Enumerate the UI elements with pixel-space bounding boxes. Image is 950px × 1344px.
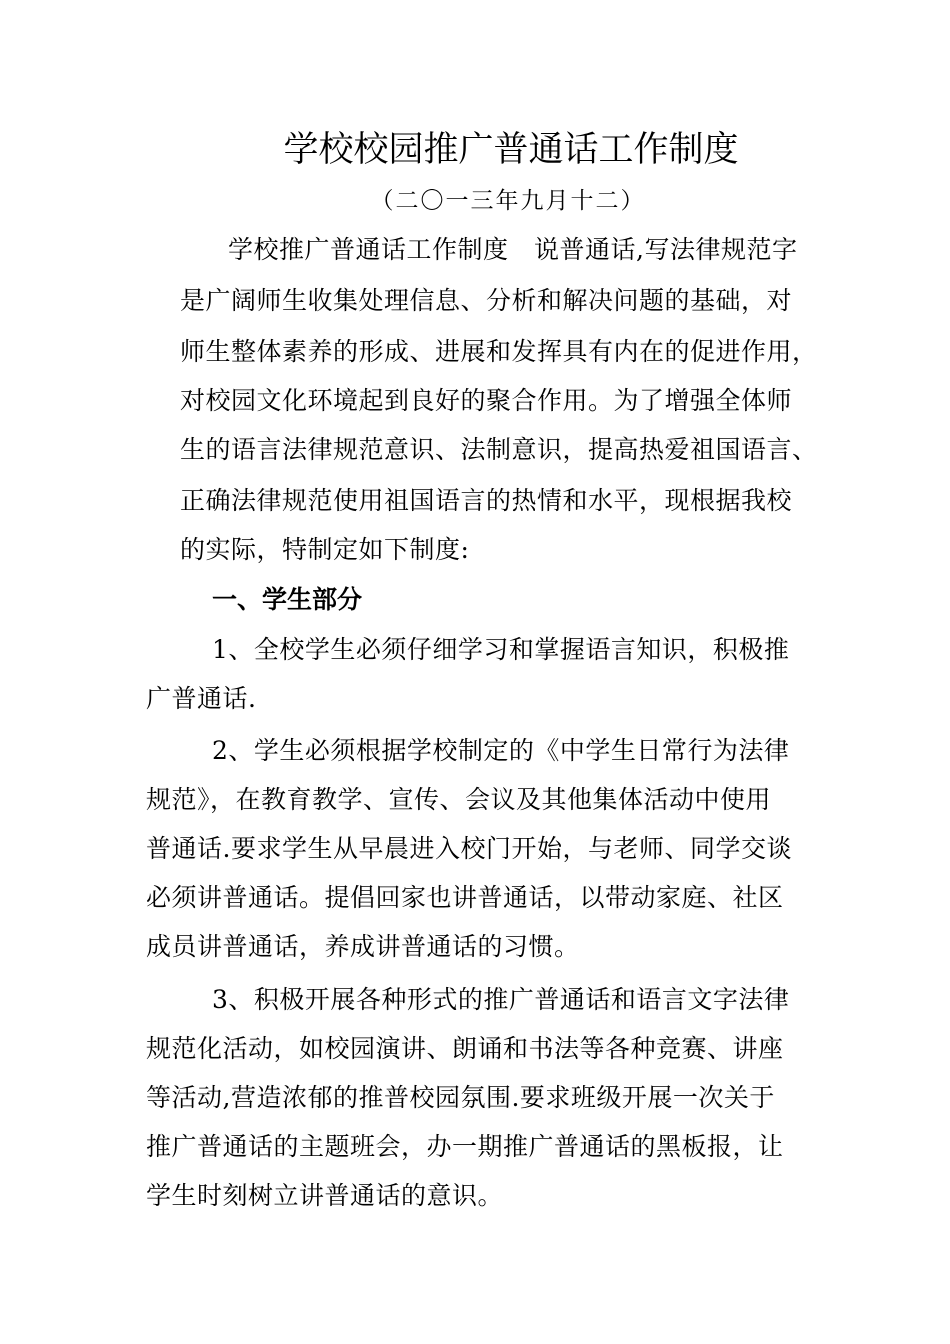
intro-line: 的实际，特制定如下制度:	[180, 535, 470, 564]
item-line: 1、全校学生必须仔细学习和掌握语言知识，积极推	[212, 635, 790, 664]
item-line: 成员讲普通话，养成讲普通话的习惯。	[146, 932, 580, 961]
document-date: （二〇一三年九月十二）	[370, 188, 646, 214]
item-line: 广普通话.	[146, 684, 257, 713]
item-line: 必须讲普通话。提倡回家也讲普通话，以带动家庭、社区	[146, 883, 784, 912]
intro-line: 对校园文化环境起到良好的聚合作用。为了增强全体师	[180, 386, 793, 415]
item-line: 3、积极开展各种形式的推广普通话和语言文字法律	[212, 985, 790, 1014]
item-line: 规范化活动，如校园演讲、朗诵和书法等各种竞赛、讲座	[146, 1034, 784, 1063]
intro-line: 正确法律规范使用祖国语言的热情和水平，现根据我校	[180, 486, 793, 515]
item-line: 2、学生必须根据学校制定的《中学生日常行为法律	[212, 736, 790, 765]
intro-line: 师生整体素养的形成、进展和发挥具有内在的促进作用，	[180, 337, 818, 366]
intro-line: 是广阔师生收集处理信息、分析和解决问题的基础，对	[180, 286, 793, 315]
item-line: 等活动,营造浓郁的推普校园氛围.要求班级开展一次关于	[146, 1083, 775, 1112]
document-title: 学校校园推广普通话工作制度	[283, 130, 739, 170]
intro-line: 学校推广普通话工作制度 说普通话,写法律规范字	[228, 235, 798, 264]
intro-line: 生的语言法律规范意识、法制意识，提高热爱祖国语言、	[180, 435, 818, 464]
item-line: 学生时刻树立讲普通话的意识。	[146, 1181, 504, 1210]
item-line: 普通话.要求学生从早晨进入校门开始，与老师、同学交谈	[146, 834, 792, 863]
item-line: 规范》，在教育教学、宣传、会议及其他集体活动中使用	[146, 785, 772, 814]
item-line: 推广普通话的主题班会，办一期推广普通话的黑板报，让	[146, 1132, 784, 1161]
section-heading: 一、学生部分	[212, 585, 363, 614]
